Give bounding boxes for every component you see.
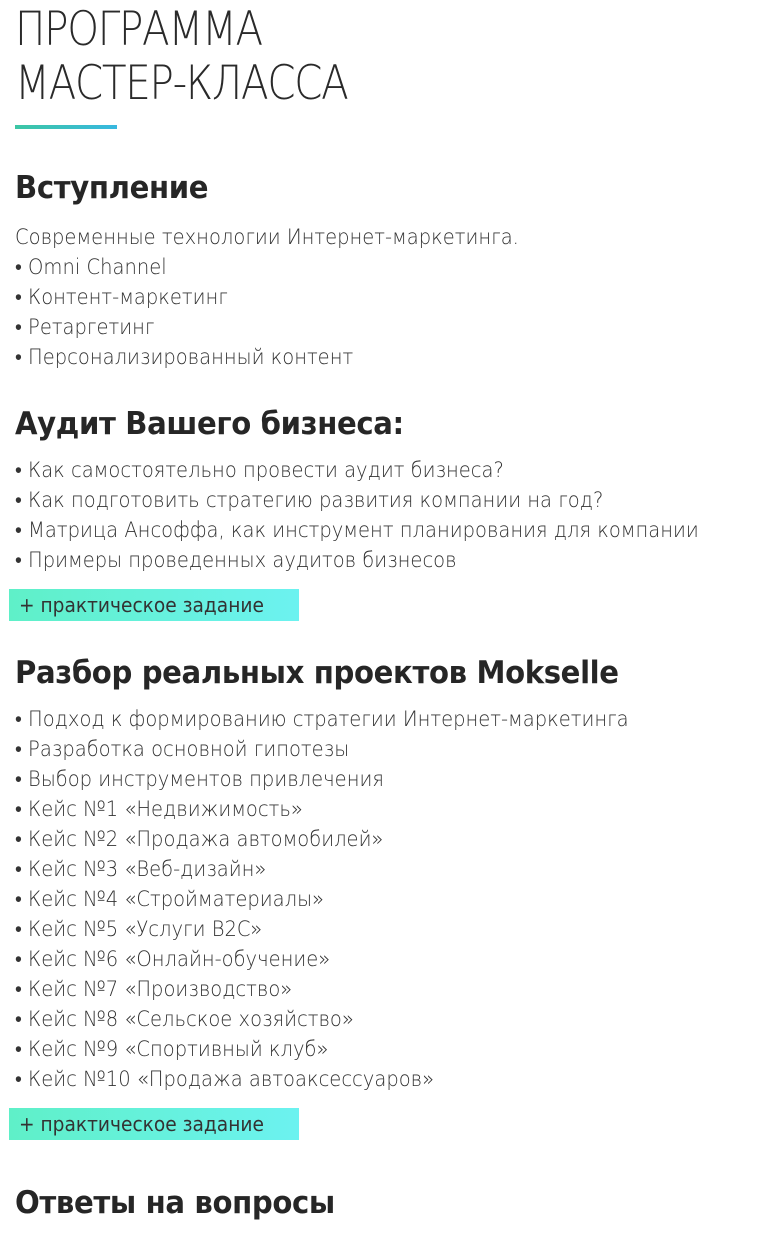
list-item: • Кейс №5 «Услуги B2C» <box>15 914 629 944</box>
section-heading-projects: Разбор реальных проектов Mokselle <box>15 655 619 691</box>
list-item: • Матрица Ансоффа, как инструмент планирования для компании <box>15 515 699 545</box>
practical-task-label: + практическое задание <box>19 593 264 617</box>
practical-task-badge-projects <box>9 1108 299 1140</box>
list-item: • Примеры проведенных аудитов бизнесов <box>15 545 699 575</box>
page-title-line-2: МАСТЕР-КЛАССА <box>15 56 348 111</box>
section-heading-qa: Ответы на вопросы <box>15 1185 335 1221</box>
list-item: • Разработка основной гипотезы <box>15 734 629 764</box>
page-title <box>15 0 647 111</box>
list-item: • Кейс №3 «Веб-дизайн» <box>15 854 629 884</box>
list-item: • Как самостоятельно провести аудит бизнеса? <box>15 455 699 485</box>
intro-lead: Современные технологии Интернет-маркетинга. <box>15 225 519 249</box>
list-item: • Кейс №8 «Сельское хозяйство» <box>15 1004 629 1034</box>
list-item: • Подход к формированию стратегии Интернет-маркетинга <box>15 704 629 734</box>
list-item: • Omni Channel <box>15 252 519 282</box>
list-item: • Ретаргетинг <box>15 312 519 342</box>
list-item: • Контент-маркетинг <box>15 282 519 312</box>
list-item: • Кейс №7 «Производство» <box>15 974 629 1004</box>
audit-list <box>15 455 699 575</box>
projects-list <box>15 704 629 1094</box>
list-item: • Кейс №4 «Стройматериалы» <box>15 884 629 914</box>
list-item: • Как подготовить стратегию развития компании на год? <box>15 485 699 515</box>
section-heading-intro: Вступление <box>15 170 209 206</box>
list-item: • Кейс №6 «Онлайн-обучение» <box>15 944 629 974</box>
section-heading-audit: Аудит Вашего бизнеса: <box>15 406 404 442</box>
program-page <box>15 0 750 1221</box>
list-item: • Выбор инструментов привлечения <box>15 764 629 794</box>
list-item: • Кейс №2 «Продажа автомобилей» <box>15 824 629 854</box>
intro-list <box>15 222 519 372</box>
list-item: • Персонализированный контент <box>15 342 519 372</box>
page-title-line-1: ПРОГРАММА <box>15 2 262 57</box>
list-item: • Кейс №1 «Недвижимость» <box>15 794 629 824</box>
practical-task-label: + практическое задание <box>19 1112 264 1136</box>
list-item: • Кейс №9 «Спортивный клуб» <box>15 1034 629 1064</box>
list-item: • Кейс №10 «Продажа автоаксессуаров» <box>15 1064 629 1094</box>
title-underline <box>15 125 117 129</box>
practical-task-badge-audit <box>9 589 299 621</box>
